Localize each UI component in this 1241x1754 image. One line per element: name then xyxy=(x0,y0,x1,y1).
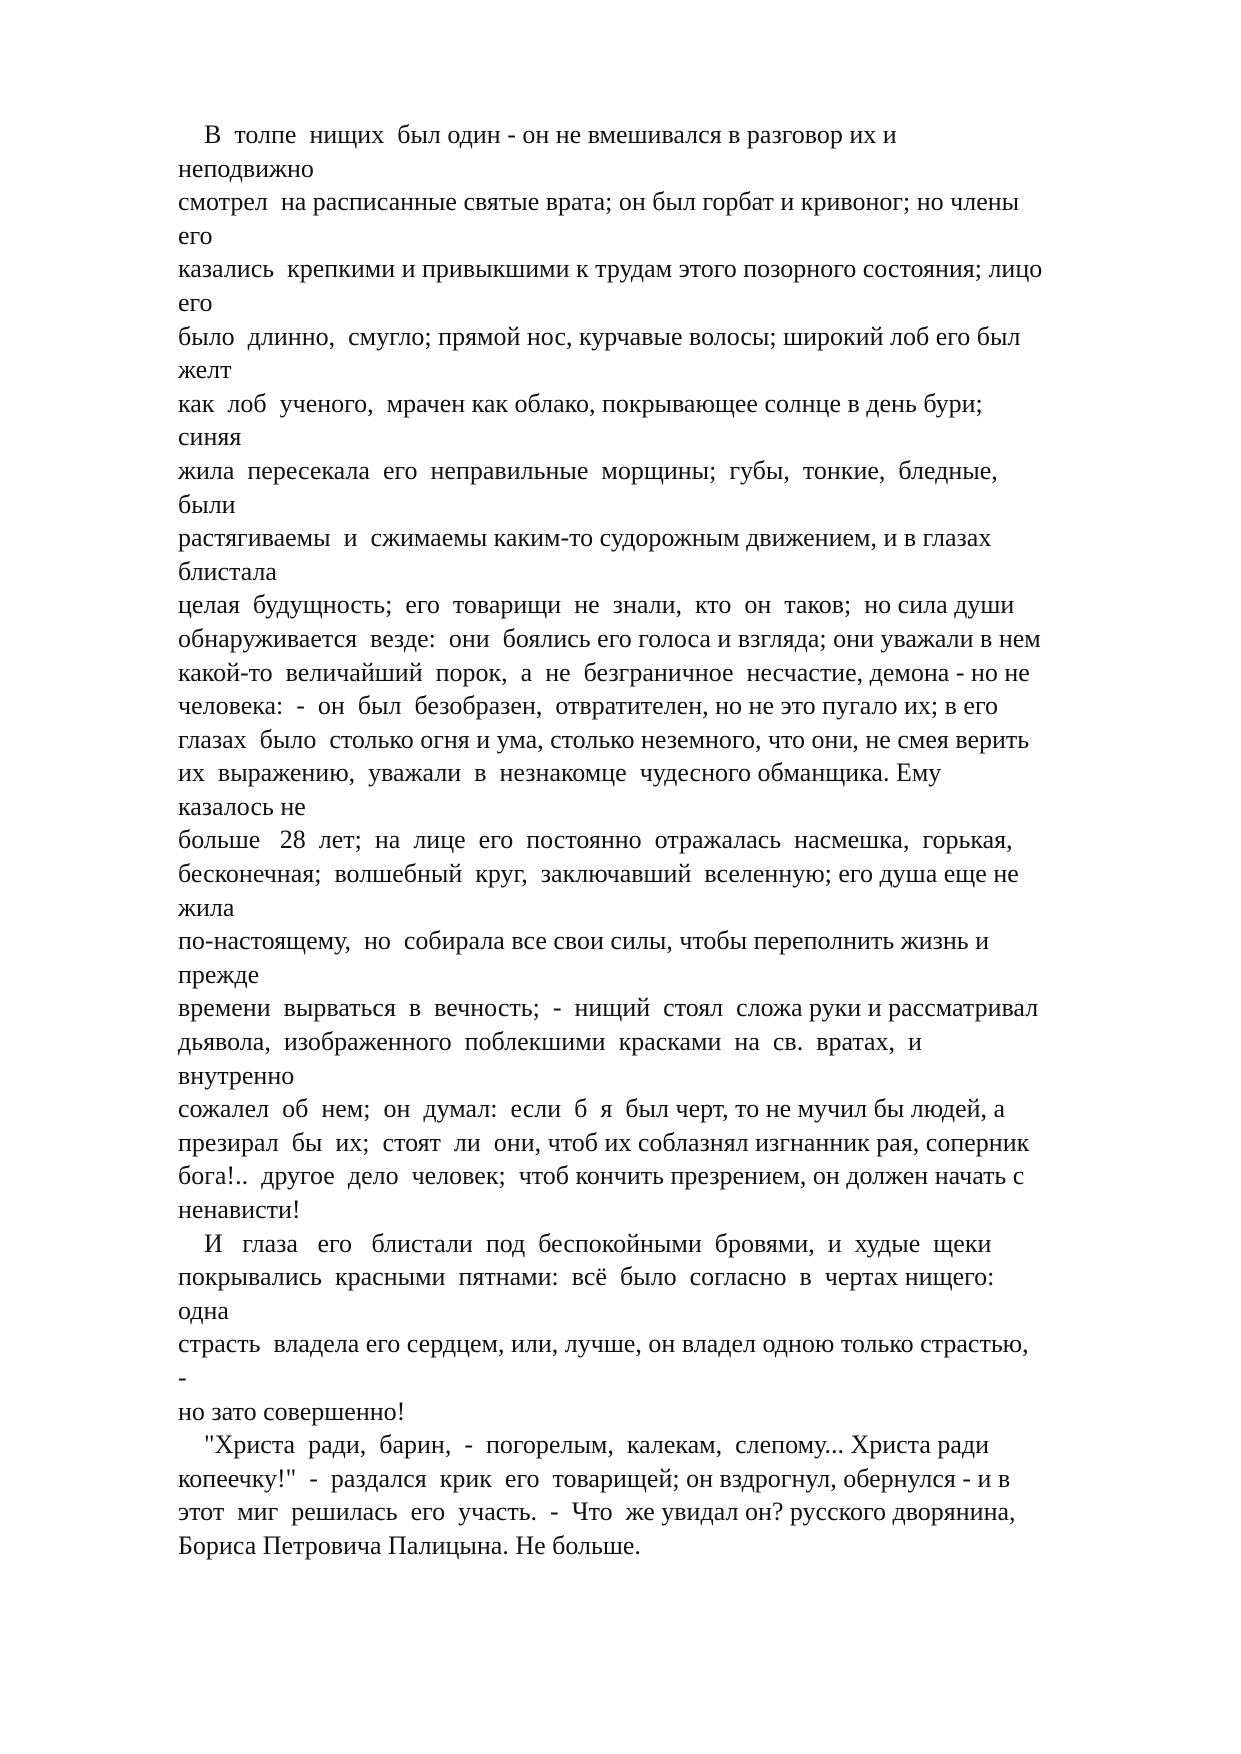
text-line: как лоб ученого, мрачен как облако, покрывающее солнце в день бури; xyxy=(178,388,983,418)
text-line: были xyxy=(178,489,236,519)
text-line: человека: - он был безобразен, отвратителен, но не это пугало их; в его xyxy=(178,691,998,721)
text-line: дьявола, изображенного поблекшими красками на св. вратах, и xyxy=(178,1027,922,1057)
text-line: страсть владела его сердцем, или, лучше, он владел одною только страстью, xyxy=(178,1329,1029,1359)
text-line: растягиваемы и сжимаемы каким-то судорожным движением, и в глазах xyxy=(178,523,992,553)
text-line: одна xyxy=(178,1295,229,1325)
text-line: презирал бы их; стоят ли они, чтоб их соблазнял изгнанник рая, соперник xyxy=(178,1127,1030,1157)
text-line: неподвижно xyxy=(178,153,314,183)
text-line: казалось не xyxy=(178,791,306,821)
text-line: желт xyxy=(178,355,232,385)
text-line: жила xyxy=(178,892,235,922)
text-line: казались крепкими и привыкшими к трудам этого позорного состояния; лицо xyxy=(178,254,1043,284)
text-line: бога!.. другое дело человек; чтоб кончить презрением, он должен начать с xyxy=(178,1161,1025,1191)
text-line: было длинно, смугло; прямой нос, курчавые волосы; широкий лоб его был xyxy=(178,321,1021,351)
text-line: Бориса Петровича Палицына. Не больше. xyxy=(178,1530,641,1560)
text-line: сожалел об нем; он думал: если б я был черт, то не мучил бы людей, а xyxy=(178,1094,1006,1124)
body-text xyxy=(178,118,1158,1563)
text-line: бесконечная; волшебный круг, заключавший вселенную; его душа еще не xyxy=(178,859,1019,889)
text-line: жила пересекала его неправильные морщины; губы, тонкие, бледные, xyxy=(178,455,998,485)
text-line: какой-то величайший порок, а не безграничное несчастие, демона - но не xyxy=(178,657,1030,687)
text-line: блистала xyxy=(178,556,277,586)
text-line: синяя xyxy=(178,422,242,452)
text-line: его xyxy=(178,220,213,250)
text-line: внутренно xyxy=(178,1060,295,1090)
text-line: глазах было столько огня и ума, столько неземного, что они, не смея верить xyxy=(178,724,1030,754)
text-line: но зато совершенно! xyxy=(178,1396,406,1426)
text-line: прежде xyxy=(178,959,260,989)
text-line: В толпе нищих был один - он не вмешивался в разговор их и xyxy=(178,120,897,149)
text-line: его xyxy=(178,287,213,317)
text-line: целая будущность; его товарищи не знали, кто он таков; но сила души xyxy=(178,590,1015,620)
text-line: по-настоящему, но собирала все свои силы, чтобы переполнить жизнь и xyxy=(178,926,990,956)
text-line: ненависти! xyxy=(178,1195,301,1224)
text-line: больше 28 лет; на лице его постоянно отражалась насмешка, горькая, xyxy=(178,825,1013,855)
text-line: И глаза его блистали под беспокойными бровями, и худые щеки xyxy=(178,1228,992,1258)
text-line: этот миг решилась его участь. - Что же увидал он? русского дворянина, xyxy=(178,1497,1016,1527)
text-line: покрывались красными пятнами: всё было согласно в чертах нищего: xyxy=(178,1262,995,1292)
text-line: смотрел на расписанные святые врата; он был горбат и кривоног; но члены xyxy=(178,187,1020,217)
text-line: копеечку!" - раздался крик его товарищей; он вздрогнул, обернулся - и в xyxy=(178,1463,1011,1493)
text-line: времени вырваться в вечность; - нищий стоял сложа руки и рассматривал xyxy=(178,993,1039,1023)
text-line: "Христа ради, барин, - погорелым, калекам, слепому... Христа ради xyxy=(178,1430,990,1460)
text-line: их выражению, уважали в незнакомце чудесного обманщика. Ему xyxy=(178,758,942,788)
text-line: обнаруживается везде: они боялись его голоса и взгляда; они уважали в нем xyxy=(178,623,1041,653)
text-line: - xyxy=(178,1362,187,1392)
